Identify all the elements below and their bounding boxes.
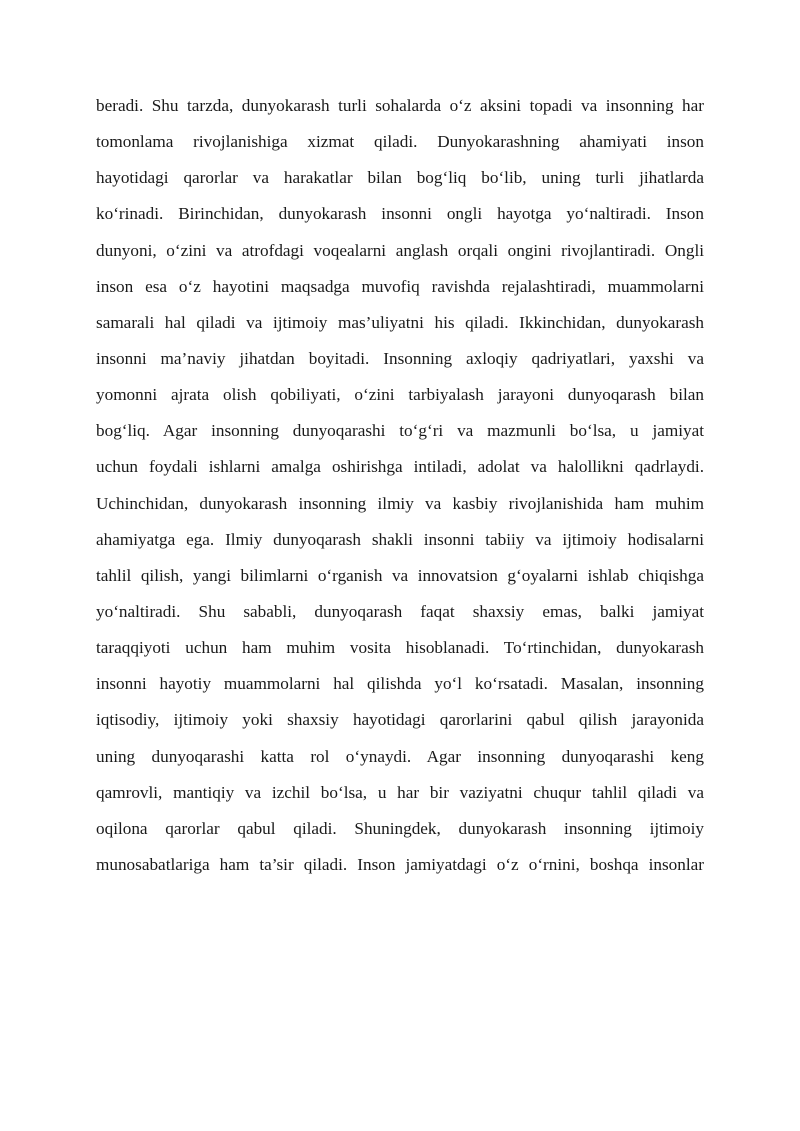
text-line: munosabatlariga ham ta’sir qiladi. Inson jamiyatdagi o‘z o‘rnini, boshqa insonlar [96,854,704,874]
text-line: insonni hayotiy muammolarni hal qilishda yo‘l ko‘rsatadi. Masalan, insonning [96,674,704,694]
text-line: insonni ma’naviy jihatdan boyitadi. Insonning axloqiy qadriyatlari, yaxshi va [96,348,704,368]
text-line: yomonni ajrata olish qobiliyati, o‘zini tarbiyalash jarayoni dunyoqarash bilan [96,385,704,405]
text-line: yo‘naltiradi. Shu sababli, dunyoqarash faqat shaxsiy emas, balki jamiyat [96,601,704,621]
text-line: uchun foydali ishlarni amalga oshirishga intiladi, adolat va halollikni qadrlaydi. [96,457,704,477]
text-line: inson esa o‘z hayotini maqsadga muvofiq ravishda rejalashtiradi, muammolarni [96,276,704,296]
text-line: hayotidagi qarorlar va harakatlar bilan bog‘liq bo‘lib, uning turli jihatlarda [96,168,704,188]
text-line: Uchinchidan, dunyokarash insonning ilmiy va kasbiy rivojlanishida ham muhim [96,493,704,513]
text-line: ahamiyatga ega. Ilmiy dunyoqarash shakli insonni tabiiy va ijtimoiy hodisalarni [96,529,704,549]
text-line: taraqqiyoti uchun ham muhim vosita hisoblanadi. To‘rtinchidan, dunyokarash [96,638,704,658]
text-line: tahlil qilish, yangi bilimlarni o‘rganish va innovatsion g‘oyalarni ishlab chiqishga [96,565,704,585]
text-line: ko‘rinadi. Birinchidan, dunyokarash insonni ongli hayotga yo‘naltiradi. Inson [96,204,704,224]
document-page [96,88,704,883]
text-line: samarali hal qiladi va ijtimoiy mas’uliyatni his qiladi. Ikkinchidan, dunyokarash [96,312,704,332]
text-line: bog‘liq. Agar insonning dunyoqarashi to‘g‘ri va mazmunli bo‘lsa, u jamiyat [96,421,704,441]
text-line: qamrovli, mantiqiy va izchil bo‘lsa, u har bir vaziyatni chuqur tahlil qiladi va [96,782,704,802]
text-line: beradi. Shu tarzda, dunyokarash turli sohalarda o‘z aksini topadi va insonning har [96,96,704,115]
text-line: iqtisodiy, ijtimoiy yoki shaxsiy hayotidagi qarorlarini qabul qilish jarayonida [96,710,704,730]
text-line: dunyoni, o‘zini va atrofdagi voqealarni anglash orqali ongini rivojlantiradi. Ongli [96,240,704,260]
text-line: oqilona qarorlar qabul qiladi. Shuningdek, dunyokarash insonning ijtimoiy [96,818,704,838]
text-line: uning dunyoqarashi katta rol o‘ynaydi. Agar insonning dunyoqarashi keng [96,746,704,766]
text-line: tomonlama rivojlanishiga xizmat qiladi. Dunyokarashning ahamiyati inson [96,132,704,152]
